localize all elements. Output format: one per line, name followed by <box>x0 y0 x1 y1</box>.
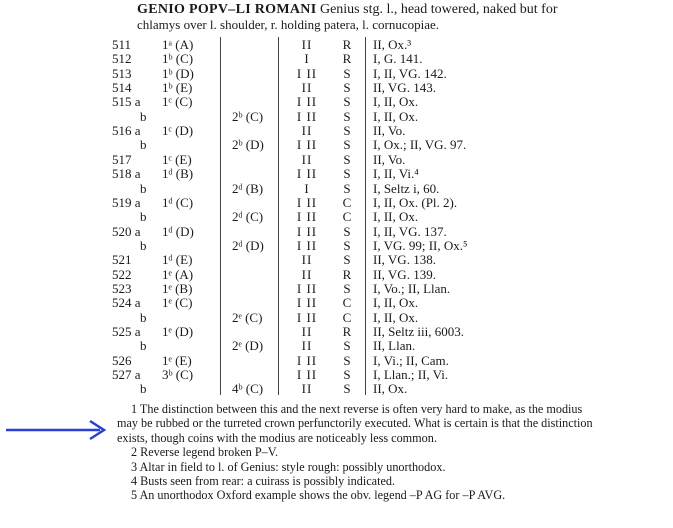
references: I, II, Ox. <box>373 309 419 325</box>
catalogue-number: 523 <box>112 280 132 296</box>
officina-mark: I II <box>296 65 318 81</box>
obverse-type-right: 2ᵉ (C) <box>232 309 263 325</box>
officina-mark: II <box>301 37 313 52</box>
heading-legend: GENIO POPV–LI ROMANI <box>137 2 317 17</box>
mint-letter: S <box>343 94 351 110</box>
obverse-type-left: 1ᵉ (A) <box>162 266 194 282</box>
mint-letter: S <box>343 252 351 268</box>
catalogue-number: 513 <box>112 65 132 81</box>
officina-mark: I II <box>296 209 318 225</box>
catalogue-number: b <box>140 209 147 225</box>
mint-letter: C <box>342 194 352 210</box>
obverse-type-right: 2ᵉ (D) <box>232 338 264 354</box>
references: II, Ox. <box>373 381 408 397</box>
mint-letter: S <box>343 237 351 253</box>
obverse-type-left: 1ᶜ (E) <box>162 151 192 167</box>
mint-letter: C <box>342 295 352 311</box>
obverse-type-left: 1ᵇ (E) <box>162 80 193 96</box>
mint-letter: S <box>343 280 351 296</box>
obverse-type-left: 1ᵃ (A) <box>162 37 194 52</box>
references: I, Vi.; II, Cam. <box>373 352 449 368</box>
footnotes <box>117 402 597 503</box>
officina-mark: II <box>301 123 313 139</box>
mint-letter: S <box>343 123 351 139</box>
obverse-type-right: 2ᵈ (C) <box>232 209 264 225</box>
references: I, VG. 99; II, Ox.⁵ <box>373 237 468 253</box>
officina-mark: II <box>301 324 313 339</box>
mint-letter: S <box>343 223 351 239</box>
references: I, II, Ox. (Pl. 2). <box>373 194 458 210</box>
officina-mark: II <box>301 266 313 282</box>
obverse-type-left: 1ᵉ (B) <box>162 280 193 296</box>
mint-letter: S <box>343 381 351 397</box>
mint-letter: S <box>343 352 351 368</box>
catalogue-number: b <box>140 381 147 397</box>
catalogue-number: 518 a <box>112 166 141 182</box>
references: I, II, VG. 142. <box>373 65 447 81</box>
obverse-type-right: 2ᵈ (B) <box>232 180 264 196</box>
obverse-type-right: 2ᵇ (D) <box>232 137 264 153</box>
heading-description: Genius stg. l., head towered, naked but for <box>316 2 558 17</box>
officina-mark: I II <box>296 137 318 153</box>
mint-letter: S <box>343 367 351 383</box>
references: I, II, VG. 137. <box>373 223 447 239</box>
mint-letter: S <box>343 338 351 354</box>
catalogue-number: 521 <box>112 252 132 268</box>
references: II, Vo. <box>373 123 406 139</box>
references: I, II, Vi.⁴ <box>373 166 419 182</box>
obverse-type-left: 1ᶜ (C) <box>162 94 193 110</box>
mint-letter: S <box>343 65 351 81</box>
obverse-type-right: 2ᵇ (C) <box>232 108 264 124</box>
catalogue-number: 527 a <box>112 367 141 383</box>
officina-mark: II <box>301 80 313 96</box>
catalogue-number: 524 a <box>112 295 141 311</box>
footnote-1: 1 The distinction between this and the next reverse is often very hard to make, as the modius may be rubbed or the turreted crown perfunctorily executed. What is certain is that the distinction exists, though coins with the modius are noticeably less common. <box>117 402 593 445</box>
footnote-3: 3 Altar in field to l. of Genius: style rough: possibly unorthodox. <box>131 459 446 474</box>
mint-letter: R <box>342 324 352 339</box>
obverse-type-right: 4ᵇ (C) <box>232 381 264 397</box>
officina-mark: I II <box>296 223 318 239</box>
mint-letter: S <box>343 151 351 167</box>
catalogue-number: 511 <box>112 37 132 52</box>
officina-mark: I II <box>296 352 318 368</box>
officina-mark: I <box>304 180 310 196</box>
mint-letter: S <box>343 80 351 96</box>
catalogue-number: b <box>140 309 147 325</box>
references: I, II, Ox. <box>373 295 419 311</box>
mint-letter: S <box>343 180 351 196</box>
mint-letter: C <box>342 309 352 325</box>
catalogue-number: 514 <box>112 80 132 96</box>
references: II, VG. 138. <box>373 252 436 268</box>
references: I, Seltz i, 60. <box>373 180 440 196</box>
obverse-type-left: 1ᵈ (C) <box>162 194 194 210</box>
catalogue-number: b <box>140 237 147 253</box>
catalogue-number: b <box>140 180 147 196</box>
obverse-type-left: 1ᵇ (D) <box>162 65 194 81</box>
officina-mark: II <box>301 381 313 397</box>
column-rule-3 <box>365 37 366 395</box>
references: I, Vo.; II, Llan. <box>373 280 451 296</box>
obverse-type-left: 1ᵉ (D) <box>162 324 194 339</box>
catalogue-number: 515 a <box>112 94 141 110</box>
obverse-type-left: 1ᵈ (E) <box>162 252 193 268</box>
mint-letter: R <box>342 51 352 67</box>
arrow-right-icon <box>4 417 114 443</box>
obverse-type-left: 1ᶜ (D) <box>162 123 194 139</box>
obverse-type-left: 1ᵇ (C) <box>162 51 194 67</box>
officina-mark: I <box>304 51 310 67</box>
catalogue-number: 526 <box>112 352 132 368</box>
catalogue-number: b <box>140 137 147 153</box>
references: I, Llan.; II, Vi. <box>373 367 449 383</box>
obverse-type-left: 1ᵉ (C) <box>162 295 193 311</box>
references: I, G. 141. <box>373 51 423 67</box>
mint-letter: R <box>342 266 352 282</box>
catalogue-number: b <box>140 338 147 354</box>
catalogue-number: b <box>140 108 147 124</box>
references: II, VG. 143. <box>373 80 436 96</box>
obverse-type-left: 1ᵈ (D) <box>162 223 194 239</box>
catalogue-number: 522 <box>112 266 132 282</box>
references: II, Ox.³ <box>373 37 412 52</box>
obverse-type-left: 1ᵉ (E) <box>162 352 192 368</box>
heading-description-cont: chlamys over l. shoulder, r. holding patera, l. cornucopiae. <box>137 17 440 32</box>
catalogue-number: 525 a <box>112 324 141 339</box>
officina-mark: I II <box>296 367 318 383</box>
officina-mark: II <box>301 252 313 268</box>
catalogue-number: 512 <box>112 51 132 67</box>
officina-mark: I II <box>296 166 318 182</box>
references: II, Vo. <box>373 151 406 167</box>
catalogue-number: 517 <box>112 151 132 167</box>
officina-mark: I II <box>296 280 318 296</box>
references: I, II, Ox. <box>373 209 419 225</box>
catalogue-number: 516 a <box>112 123 141 139</box>
officina-mark: I II <box>296 194 318 210</box>
officina-mark: I II <box>296 309 318 325</box>
obverse-type-left: 3ᵇ (C) <box>162 367 194 383</box>
officina-mark: II <box>301 338 313 354</box>
catalogue-heading <box>137 2 667 17</box>
references: I, II, Ox. <box>373 94 419 110</box>
catalogue-number: 520 a <box>112 223 141 239</box>
officina-mark: I II <box>296 94 318 110</box>
mint-letter: S <box>343 137 351 153</box>
footnote-2: 2 Reverse legend broken P–V. <box>131 445 279 460</box>
officina-mark: II <box>301 151 313 167</box>
obverse-type-right: 2ᵈ (D) <box>232 237 264 253</box>
officina-mark: I II <box>296 237 318 253</box>
references: II, Seltz iii, 6003. <box>373 324 464 339</box>
references: II, Llan. <box>373 338 416 354</box>
mint-letter: S <box>343 166 351 182</box>
obverse-type-left: 1ᵈ (B) <box>162 166 194 182</box>
references: I, Ox.; II, VG. 97. <box>373 137 467 153</box>
mint-letter: R <box>342 37 352 52</box>
officina-mark: I II <box>296 295 318 311</box>
mint-letter: S <box>343 108 351 124</box>
officina-mark: I II <box>296 108 318 124</box>
catalogue-number: 519 a <box>112 194 141 210</box>
footnote-5: 5 An unorthodox Oxford example shows the obv. legend –P AG for –P AVG. <box>131 488 506 503</box>
footnote-4: 4 Busts seen from rear: a cuirass is possibly indicated. <box>131 474 396 489</box>
references: II, VG. 139. <box>373 266 436 282</box>
mint-letter: C <box>342 209 352 225</box>
references: I, II, Ox. <box>373 108 419 124</box>
